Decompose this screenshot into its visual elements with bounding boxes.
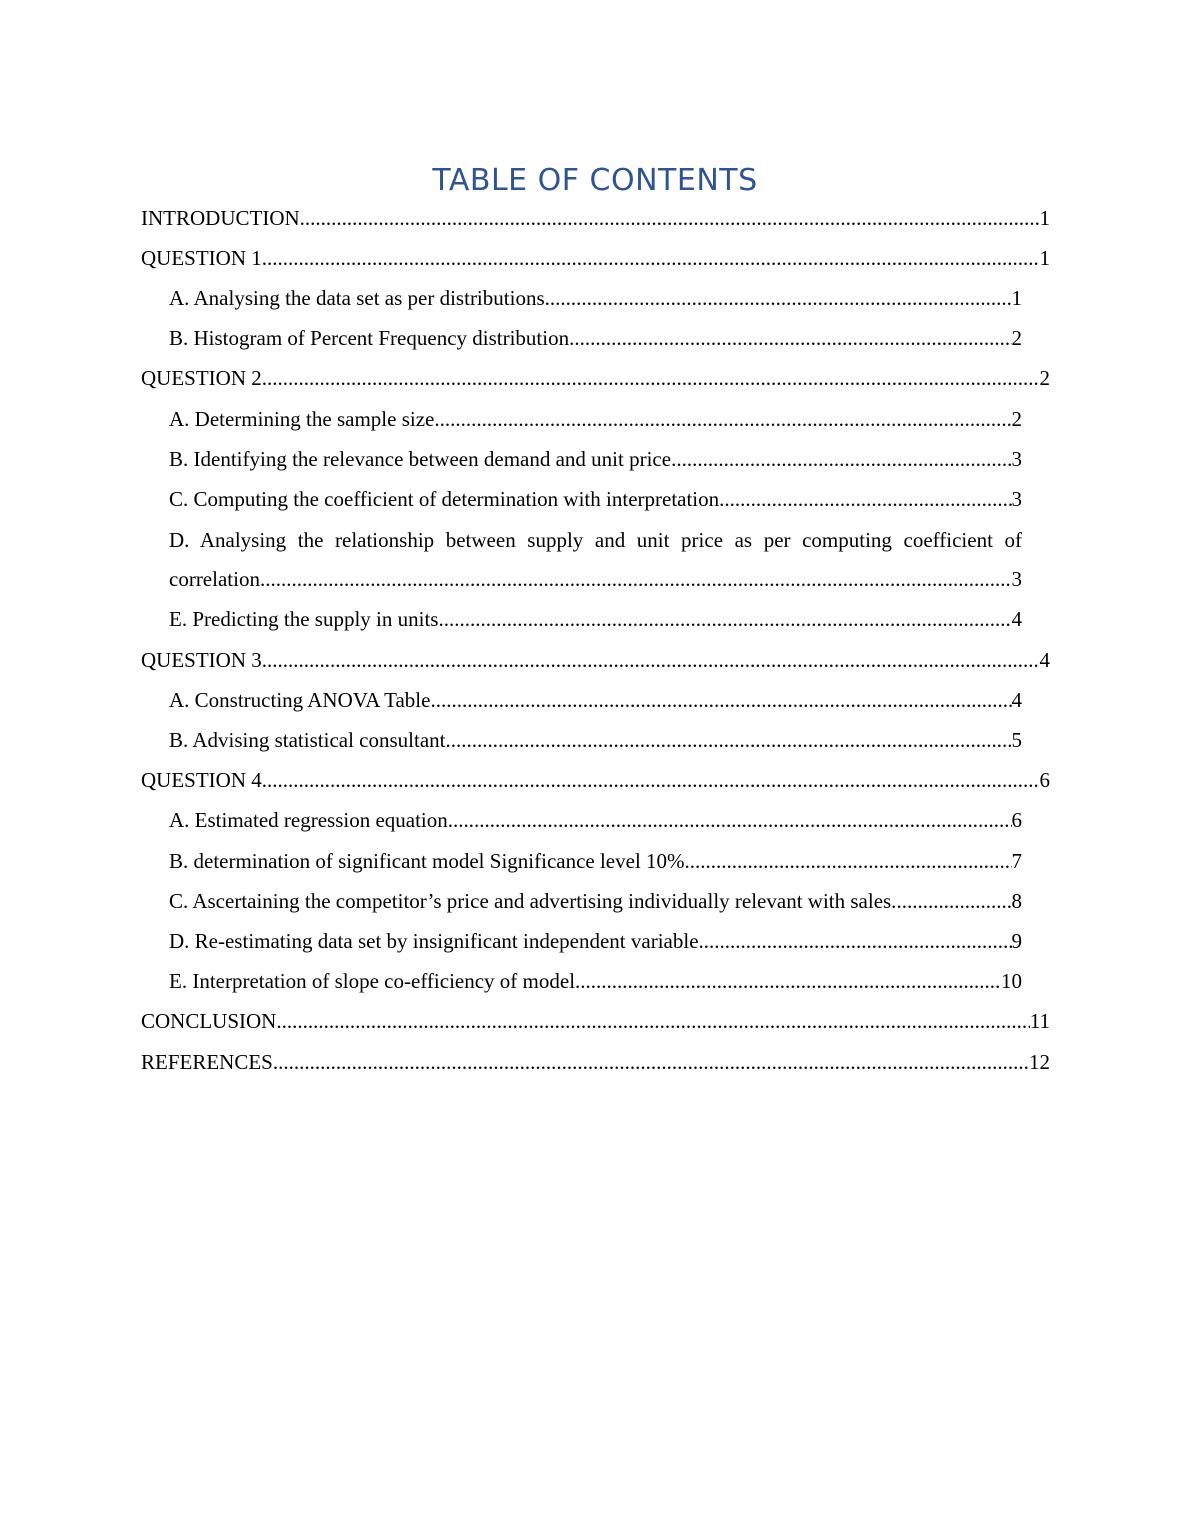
toc-entry-label: B. Identifying the relevance between demand and unit price (169, 446, 672, 471)
toc-entry-label: B. Histogram of Percent Frequency distribution (169, 326, 570, 351)
toc-entry-page: 4 (1039, 647, 1050, 672)
toc-entry-label: A. Analysing the data set as per distributions (169, 285, 545, 310)
dot-leader (575, 969, 1001, 994)
dot-leader (438, 607, 1011, 632)
toc-entry-references[interactable] (0, 1042, 1050, 1082)
toc-entry-label: QUESTION 1 (141, 245, 262, 270)
toc-entry-page: 3 (1011, 486, 1022, 511)
toc-entry-line2 (169, 560, 1022, 600)
dot-leader (262, 768, 1040, 793)
toc-entry-label: B. Advising statistical consultant (169, 728, 446, 753)
toc-entry-label: C. Computing the coefficient of determination with interpretation (169, 486, 720, 511)
toc-entry-label: A. Determining the sample size (169, 406, 435, 431)
toc-entry-page: 1 (1039, 245, 1050, 270)
toc-entry-label: INTRODUCTION (141, 205, 300, 230)
dot-leader (448, 808, 1012, 833)
toc-entry-q4-d[interactable] (0, 921, 1022, 961)
dot-leader (262, 366, 1040, 391)
dot-leader (434, 407, 1011, 432)
toc-entry-q4-b[interactable] (0, 841, 1022, 881)
toc-entry-page: 10 (1001, 969, 1022, 994)
toc-entry-introduction[interactable] (0, 198, 1050, 238)
toc-entry-q3-a[interactable] (0, 680, 1022, 720)
toc-entry-label: REFERENCES (141, 1049, 273, 1074)
toc-entry-q2-c[interactable] (0, 479, 1022, 519)
toc-entry-question-3[interactable] (0, 640, 1050, 680)
dot-leader (300, 206, 1040, 231)
dot-leader (262, 246, 1040, 271)
dot-leader (273, 1050, 1029, 1075)
toc-entry-label: QUESTION 3 (141, 647, 262, 672)
toc-entry-conclusion[interactable] (0, 1002, 1050, 1042)
toc-entry-q4-a[interactable] (0, 801, 1022, 841)
toc-entry-page: 9 (1011, 928, 1022, 953)
toc-entry-page: 2 (1039, 366, 1050, 391)
toc-entry-page: 3 (1011, 567, 1022, 592)
toc-entry-label: D. Re-estimating data set by insignificant independent variable (169, 928, 699, 953)
toc-entry-label: QUESTION 4 (141, 768, 262, 793)
dot-leader (719, 487, 1011, 512)
dot-leader (276, 1009, 1029, 1034)
toc-entry-label: E. Interpretation of slope co-efficiency of model (169, 969, 576, 994)
toc-entry-q4-e[interactable] (0, 962, 1022, 1002)
dot-leader (430, 688, 1011, 713)
toc-entry-question-2[interactable] (0, 359, 1050, 399)
dot-leader (446, 728, 1012, 753)
toc-entry-page: 3 (1011, 446, 1022, 471)
toc-entry-q1-a[interactable] (0, 278, 1022, 318)
toc-entry-page: 11 (1029, 1009, 1050, 1034)
toc-entry-page: 7 (1011, 848, 1022, 873)
toc-entry-page: 4 (1011, 607, 1022, 632)
toc-entry-page: 6 (1011, 808, 1022, 833)
dot-leader (671, 447, 1011, 472)
toc-entry-label: E. Predicting the supply in units (169, 607, 439, 632)
toc-title: TABLE OF CONTENTS (432, 163, 758, 198)
toc-entry-label: CONCLUSION (141, 1009, 277, 1034)
toc-entry-q2-d[interactable] (0, 520, 1022, 600)
dot-leader (896, 889, 1011, 914)
toc-entry-page: 1 (1039, 205, 1050, 230)
toc-entry-page: 4 (1011, 687, 1022, 712)
toc-list (0, 198, 1190, 1082)
toc-entry-page: 6 (1039, 768, 1050, 793)
toc-entry-page: 1 (1011, 285, 1022, 310)
toc-entry-q3-b[interactable] (0, 720, 1022, 760)
dot-leader (685, 849, 1012, 874)
dot-leader (260, 567, 1012, 592)
dot-leader (699, 929, 1012, 954)
toc-entry-page: 2 (1011, 326, 1022, 351)
toc-entry-label: C. Ascertaining the competitor’s price and advertising individually relevant with sales. (169, 888, 897, 913)
toc-entry-q2-a[interactable] (0, 399, 1022, 439)
toc-entry-label-line1: D. Analysing the relationship between supply and unit price as per computing coefficient of (169, 527, 1022, 552)
toc-entry-question-1[interactable] (0, 238, 1050, 278)
toc-entry-page: 2 (1011, 406, 1022, 431)
dot-leader (569, 326, 1011, 351)
dot-leader (262, 648, 1040, 673)
toc-entry-label-line2: correlation (169, 567, 260, 592)
toc-entry-label: A. Constructing ANOVA Table (169, 687, 431, 712)
toc-entry-q1-b[interactable] (0, 319, 1022, 359)
toc-entry-label: B. determination of significant model Significance level 10% (169, 848, 685, 873)
toc-entry-q2-b[interactable] (0, 439, 1022, 479)
toc-entry-question-4[interactable] (0, 761, 1050, 801)
toc-entry-q4-c[interactable] (0, 881, 1022, 921)
dot-leader (545, 286, 1012, 311)
toc-entry-label: QUESTION 2 (141, 366, 262, 391)
toc-entry-page: 8 (1011, 888, 1022, 913)
toc-entry-page: 5 (1011, 728, 1022, 753)
toc-entry-q2-e[interactable] (0, 600, 1022, 640)
toc-entry-label: A. Estimated regression equation (169, 808, 448, 833)
toc-entry-page: 12 (1029, 1049, 1050, 1074)
